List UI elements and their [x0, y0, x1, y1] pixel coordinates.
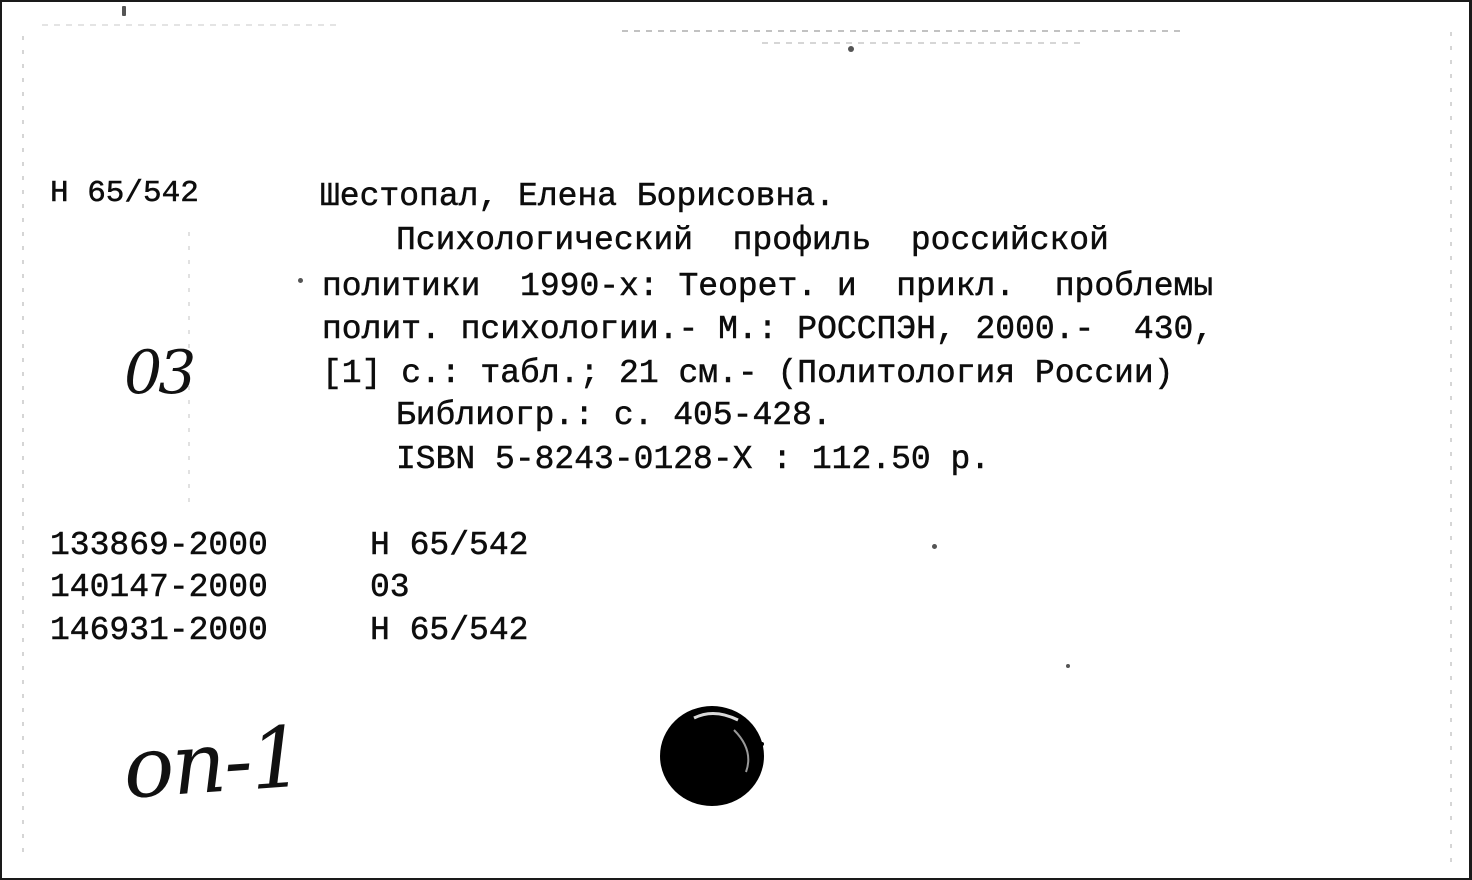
scan-noise-top-3 [42, 24, 342, 26]
scan-speck [298, 278, 303, 283]
handwritten-note: оп-1 [120, 707, 305, 818]
author-heading: Шестопал, Елена Борисовна. [320, 178, 835, 215]
scan-noise-top [622, 30, 1182, 32]
bibliography-note: Библиогр.: с. 405-428. [396, 397, 832, 434]
title-line-3: полит. психологии.- М.: РОССПЭН, 2000.- 430, [322, 311, 1214, 348]
holding-number: 146931-2000 [50, 612, 268, 649]
isbn-price: ISBN 5-8243-0128-X : 112.50 р. [396, 441, 991, 478]
holding-location: 03 [370, 569, 410, 606]
title-line-4: [1] с.: табл.; 21 см.- (Политология России) [322, 355, 1174, 392]
holding-location: Н 65/542 [370, 527, 529, 564]
scan-speck [848, 46, 854, 52]
scan-noise-left [22, 32, 24, 852]
scan-speck [122, 6, 126, 16]
title-line-1: Психологический профиль российской [396, 222, 1109, 259]
holding-number: 140147-2000 [50, 569, 268, 606]
scan-speck [1066, 664, 1070, 668]
punch-hole [654, 700, 772, 812]
scan-noise-right [1450, 22, 1452, 862]
scan-speck [932, 544, 937, 549]
holding-number: 133869-2000 [50, 527, 268, 564]
scan-noise-top-2 [762, 42, 1082, 44]
title-line-2: политики 1990-х: Теорет. и прикл. проблемы [322, 268, 1214, 305]
handwritten-code: 03 [124, 338, 193, 408]
shelfmark: Н 65/542 [50, 176, 199, 211]
holding-location: Н 65/542 [370, 612, 529, 649]
